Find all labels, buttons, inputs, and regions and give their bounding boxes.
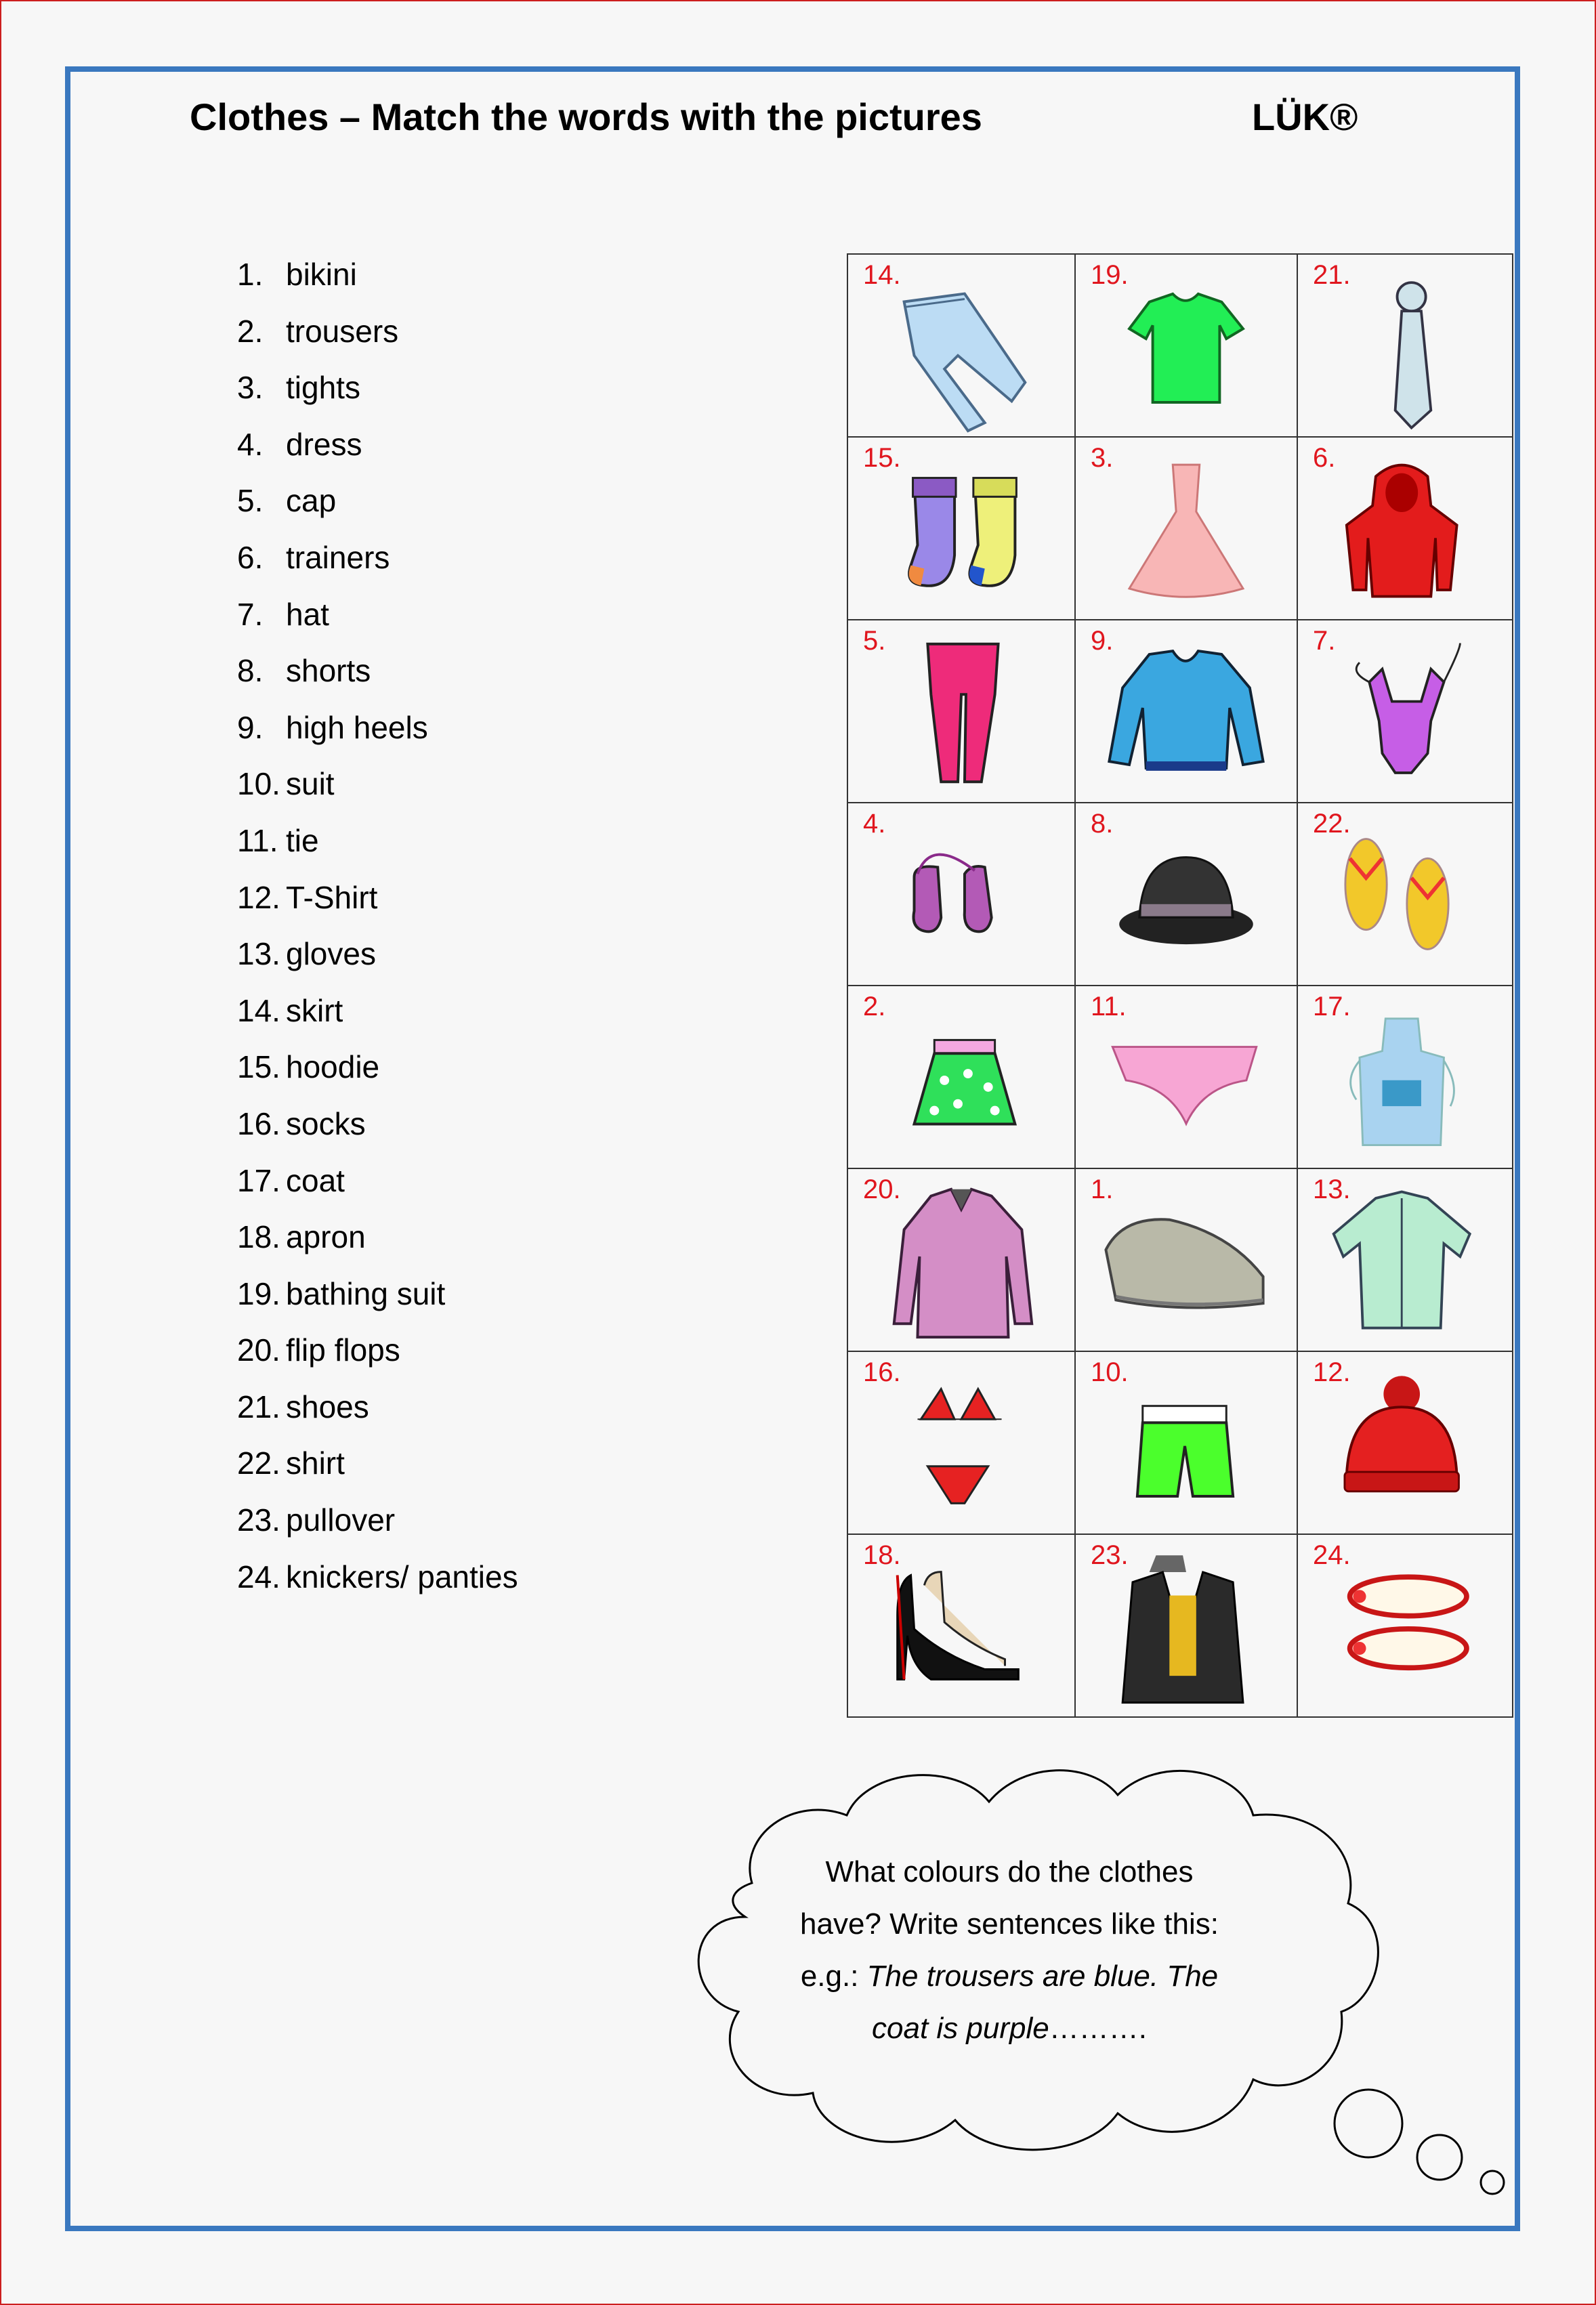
- picture-cell: [1298, 1352, 1513, 1535]
- brand-logo: LÜK®: [1252, 96, 1358, 138]
- word-list-item: [237, 1443, 518, 1500]
- picture-number: 23.: [1091, 1540, 1129, 1570]
- word-list-item: [237, 1557, 518, 1613]
- word-list-item: [237, 1500, 518, 1557]
- word-list-item: [237, 424, 518, 481]
- picture-number: 3.: [1091, 443, 1114, 473]
- word-list-item: [237, 1330, 518, 1387]
- word-number: 10.: [237, 766, 280, 802]
- picture-cell: [1076, 986, 1298, 1169]
- picture-cell: [1298, 620, 1513, 803]
- word-text: hat: [286, 596, 329, 632]
- word-text: pullover: [286, 1502, 396, 1538]
- picture-number: 14.: [863, 260, 901, 290]
- cloud-line-2: have? Write sentences like this:: [800, 1907, 1219, 1941]
- word-list-item: [237, 763, 518, 820]
- word-text: trainers: [286, 539, 390, 575]
- word-list-item: [237, 480, 518, 537]
- word-text: flip flops: [286, 1332, 400, 1368]
- word-list-item: [237, 1046, 518, 1103]
- picture-cell: [848, 986, 1076, 1169]
- picture-number: 7.: [1313, 626, 1336, 656]
- picture-cell: [848, 255, 1076, 438]
- picture-number: 8.: [1091, 809, 1114, 839]
- word-list-item: [237, 594, 518, 651]
- word-text: shorts: [286, 653, 371, 689]
- picture-cell: [848, 803, 1076, 986]
- word-list-item: [237, 933, 518, 990]
- picture-cell: [1298, 986, 1513, 1169]
- word-number: 11.: [237, 822, 278, 858]
- picture-cell: [1076, 1535, 1298, 1718]
- picture-number: 16.: [863, 1357, 901, 1387]
- word-text: trousers: [286, 313, 399, 349]
- word-number: 1.: [237, 257, 264, 292]
- cloud-eg: e.g.:: [800, 1960, 867, 1993]
- word-text: gloves: [286, 936, 376, 972]
- picture-number: 15.: [863, 443, 901, 473]
- word-number: 5.: [237, 483, 264, 519]
- cloud-bubble-large: [1335, 2090, 1402, 2157]
- picture-number: 2.: [863, 992, 886, 1021]
- cloud-line-1: What colours do the clothes: [825, 1855, 1194, 1888]
- picture-cell: [848, 620, 1076, 803]
- picture-cell: [1076, 1352, 1298, 1535]
- word-number: 23.: [237, 1502, 280, 1538]
- picture-number: 5.: [863, 626, 886, 656]
- picture-number: 19.: [1091, 260, 1129, 290]
- word-list-item: [237, 1273, 518, 1330]
- picture-number: 10.: [1091, 1357, 1129, 1387]
- cloud-bubble-small: [1481, 2171, 1504, 2194]
- word-number: 4.: [237, 426, 264, 462]
- picture-number: 18.: [863, 1540, 901, 1570]
- word-list-item: [237, 1160, 518, 1217]
- word-number: 12.: [237, 879, 280, 915]
- word-number: 24.: [237, 1559, 280, 1594]
- word-text: dress: [286, 426, 362, 462]
- word-list-item: [237, 820, 518, 877]
- picture-cell: [1076, 620, 1298, 803]
- word-text: apron: [286, 1219, 366, 1255]
- word-text: bathing suit: [286, 1275, 446, 1311]
- word-list: [237, 254, 518, 1613]
- word-number: 17.: [237, 1162, 280, 1198]
- word-number: 21.: [237, 1389, 280, 1424]
- word-list-item: [237, 707, 518, 764]
- picture-cell: [1298, 1169, 1513, 1352]
- picture-number: 17.: [1313, 992, 1351, 1021]
- picture-cell: [1076, 438, 1298, 620]
- word-number: 18.: [237, 1219, 280, 1255]
- picture-number: 21.: [1313, 260, 1351, 290]
- word-text: suit: [286, 766, 335, 802]
- picture-number: 9.: [1091, 626, 1114, 656]
- word-text: shirt: [286, 1445, 345, 1481]
- word-number: 15.: [237, 1049, 280, 1085]
- picture-cell: [1076, 803, 1298, 986]
- picture-number: 13.: [1313, 1175, 1351, 1204]
- word-list-item: [237, 650, 518, 707]
- word-number: 14.: [237, 992, 280, 1028]
- cloud-prompt: [779, 1846, 1240, 2054]
- word-number: 9.: [237, 709, 264, 745]
- picture-cell: [848, 1535, 1076, 1718]
- word-number: 2.: [237, 313, 264, 349]
- cloud-line-3: [779, 1950, 1240, 2002]
- word-list-item: [237, 990, 518, 1047]
- word-number: 7.: [237, 596, 264, 632]
- word-number: 16.: [237, 1105, 280, 1141]
- word-number: 8.: [237, 653, 264, 689]
- word-number: 20.: [237, 1332, 280, 1368]
- word-list-item: [237, 1217, 518, 1273]
- word-list-item: [237, 367, 518, 424]
- word-number: 6.: [237, 539, 264, 575]
- picture-cell: [1298, 1535, 1513, 1718]
- word-list-item: [237, 311, 518, 368]
- cloud-ellipsis: ……….: [1049, 2012, 1147, 2045]
- word-text: high heels: [286, 709, 428, 745]
- picture-cell: [1298, 803, 1513, 986]
- word-list-item: [237, 1103, 518, 1160]
- word-text: coat: [286, 1162, 345, 1198]
- picture-cell: [1298, 255, 1513, 438]
- picture-cell: [1076, 255, 1298, 438]
- cloud-line-4: [779, 2002, 1240, 2054]
- word-text: knickers/ panties: [286, 1559, 518, 1594]
- picture-cell: [848, 438, 1076, 620]
- word-list-item: [237, 877, 518, 934]
- word-text: cap: [286, 483, 337, 519]
- word-text: hoodie: [286, 1049, 380, 1085]
- picture-cell: [848, 1352, 1076, 1535]
- word-number: 22.: [237, 1445, 280, 1481]
- cloud-bubble-medium: [1417, 2135, 1462, 2180]
- picture-number: 4.: [863, 809, 886, 839]
- word-text: skirt: [286, 992, 343, 1028]
- picture-grid: [847, 253, 1513, 1718]
- word-text: socks: [286, 1105, 366, 1141]
- picture-cell: [1298, 438, 1513, 620]
- picture-number: 20.: [863, 1175, 901, 1204]
- word-text: T-Shirt: [286, 879, 378, 915]
- word-text: shoes: [286, 1389, 369, 1424]
- picture-number: 24.: [1313, 1540, 1351, 1570]
- cloud-example-1: The trousers are blue. The: [866, 1960, 1219, 1993]
- cloud-example-2: coat is purple: [872, 2012, 1049, 2045]
- word-list-item: [237, 537, 518, 594]
- word-text: tie: [286, 822, 319, 858]
- word-number: 13.: [237, 936, 280, 972]
- picture-number: 6.: [1313, 443, 1336, 473]
- word-list-item: [237, 254, 518, 311]
- picture-cell: [848, 1169, 1076, 1352]
- word-number: 3.: [237, 370, 264, 406]
- picture-cell: [1076, 1169, 1298, 1352]
- picture-number: 12.: [1313, 1357, 1351, 1387]
- word-list-item: [237, 1387, 518, 1443]
- picture-number: 11.: [1091, 992, 1127, 1021]
- word-text: bikini: [286, 257, 357, 292]
- page-title: Clothes – Match the words with the pictures: [190, 96, 982, 138]
- picture-number: 22.: [1313, 809, 1351, 839]
- word-text: tights: [286, 370, 360, 406]
- word-number: 19.: [237, 1275, 280, 1311]
- picture-number: 1.: [1091, 1175, 1114, 1204]
